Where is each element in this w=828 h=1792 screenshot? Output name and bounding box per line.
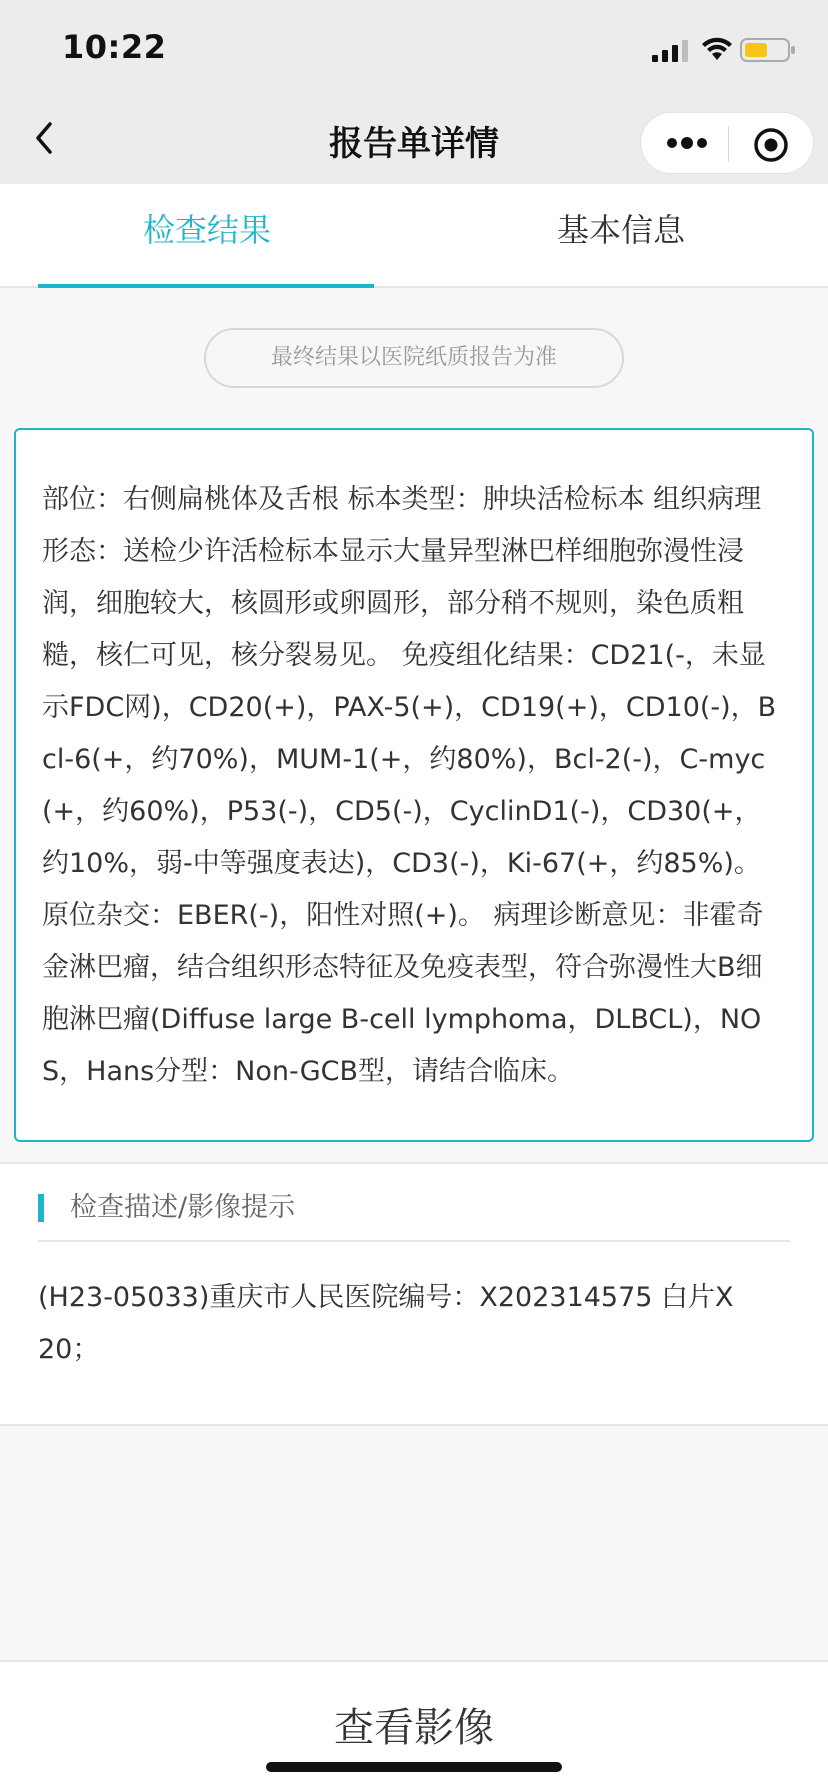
- page-title: 报告单详情: [329, 124, 499, 164]
- status-bar: [0, 0, 828, 92]
- navigation-bar: [0, 92, 828, 184]
- tab-exam-results[interactable]: 检查结果: [142, 211, 271, 249]
- description-section: [0, 1162, 828, 1426]
- target-circle-icon[interactable]: [753, 127, 789, 163]
- section-accent-bar: [38, 1194, 44, 1222]
- battery-icon: [740, 37, 796, 63]
- capsule-divider: [728, 126, 729, 162]
- tab-basic-info[interactable]: 基本信息: [556, 211, 685, 249]
- description-text: (H23-05033)重庆市人民医院编号：X202314575 白片X20；: [38, 1282, 734, 1365]
- description-divider: [38, 1240, 790, 1242]
- mini-program-capsule: [640, 112, 814, 174]
- notice-pill: 最终结果以医院纸质报告为准: [204, 328, 624, 388]
- tab-bar: [0, 184, 828, 288]
- view-images-button[interactable]: 查看影像: [0, 1662, 828, 1792]
- result-card: [14, 428, 814, 1142]
- status-time: 10:22: [62, 28, 167, 66]
- cellular-signal-icon: [652, 40, 692, 62]
- home-indicator: [266, 1762, 562, 1772]
- description-title: 检查描述/影像提示: [70, 1192, 296, 1223]
- active-tab-indicator: [38, 284, 374, 288]
- bottom-action-bar: [0, 1660, 828, 1792]
- more-dots-icon[interactable]: [665, 133, 709, 153]
- result-text: 部位：右侧扁桃体及舌根 标本类型：肿块活检标本 组织病理形态：送检少许活检标本显示大量异型淋巴样细胞弥漫性浸润，细胞较大，核圆形或卵圆形，部分稍不规则，染色质粗糙，核仁可见，核分裂易见。 免疫组化结果：CD21(-，未显示FDC网)，CD20(+)，PAX-5(+)，CD19(+)，CD10(-)，Bcl-6(+，约70%)，MUM-1(+，约80%)，Bcl-2(-)，C-myc(+，约60%)，P53(-)，CD5(-)，CyclinD1(-)，CD30(+，约10%，弱-中等强度表达)，CD3(-)，Ki-67(+，约85%)。 原位杂交：EBER(-)，阳性对照(+)。 病理诊断意见：非霍奇金淋巴瘤，结合组织形态特征及免疫表型，符合弥漫性大B细胞淋巴瘤(Diffuse large B-cell lymphoma，DLBCL)，NOS，Hans分型：Non-GCB型，请结合临床。: [42, 484, 777, 1087]
- wifi-icon: [700, 36, 734, 62]
